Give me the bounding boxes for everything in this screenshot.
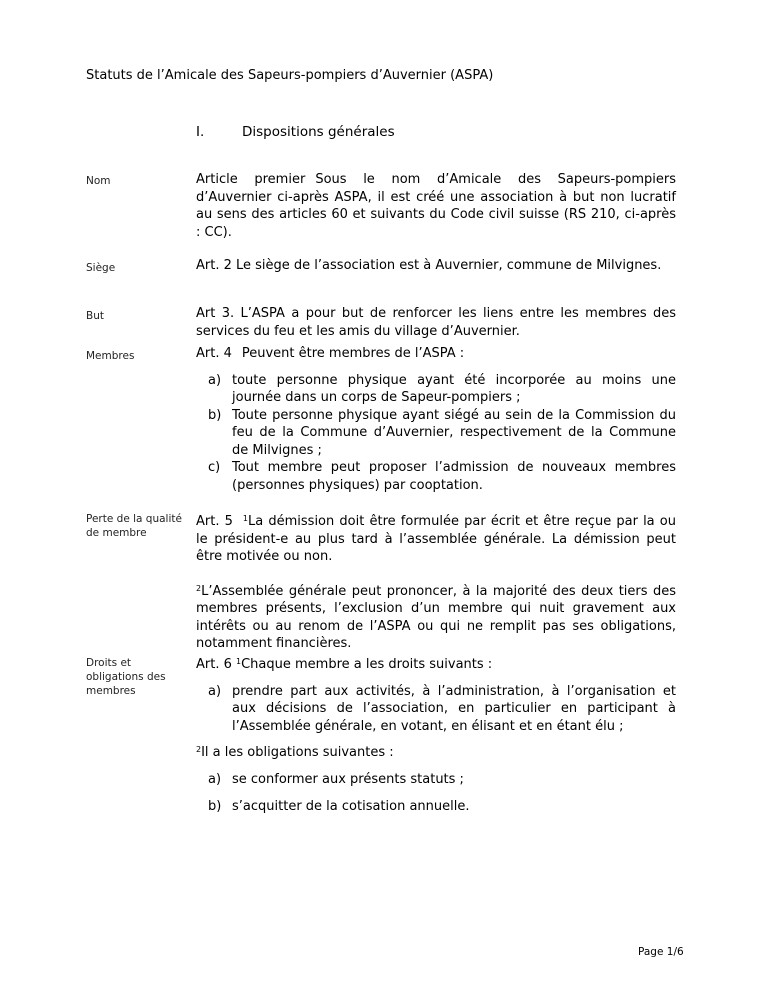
margin-label-siege: Siège — [86, 262, 116, 274]
margin-label-membres: Membres — [86, 350, 135, 362]
margin-label-nom: Nom — [86, 175, 111, 187]
list-item: a) prendre part aux activités, à l’administration, à l’organisation et aux décisions de l’association, en particulier en participant à l’Assemblée générale, en votant, en élisant et en étant élu ; — [208, 683, 676, 734]
article-5-para-1: La démission doit être formulée par écrit et être reçue par la ou le président-e au plus tard à l’assemblée générale. La démission peut être motivée ou non. — [196, 514, 676, 564]
article-5-label: Art. 5 — [196, 514, 233, 529]
list-item: c) Tout membre peut proposer l’admission de nouveaux membres (personnes physiques) par cooptation. — [208, 460, 676, 493]
article-6-para-2: Il a les obligations suivantes : — [201, 745, 394, 760]
article-6: Art. 6 $^1$Chaque membre a les droits suivants : a) prendre part aux activités, à l’administration, à l’organisation et aux décisions de l’association, en particulier en participant à l’Assemblée générale, en votant, en élisant et en étant élu ; $^2$Il a les obligations suivantes : a) se conformer aux présents statuts ; b) s’acquitter de la cotisation annuelle. — [196, 657, 676, 814]
list-item: a) se conformer aux présents statuts ; — [208, 771, 464, 787]
article-3-label: Art 3. — [196, 306, 235, 321]
article-4-label: Art. 4 — [196, 346, 232, 361]
list-item: b) Toute personne physique ayant siégé au sein de la Commission du feu de la Commune d’Auvernier, respectivement de la Commune de Milvignes ; — [208, 407, 676, 458]
margin-label-droits-obligations: Droits et obligations des membres — [86, 657, 166, 697]
article-4-text: Peuvent être membres de l’ASPA : — [241, 346, 465, 361]
list-item: b) s’acquitter de la cotisation annuelle. — [208, 799, 470, 814]
article-6-para-1: Chaque membre a les droits suivants : — [241, 657, 493, 672]
margin-label-but: But — [86, 310, 104, 322]
article-6-label: Art. 6 — [196, 657, 232, 672]
article-6-obligations-list — [208, 771, 676, 816]
list-item: a) toute personne physique ayant été incorporée au moins une journée dans un corps de Sapeur-pompiers ; — [208, 372, 676, 405]
article-6-rights-list — [208, 683, 676, 736]
article-4 — [196, 345, 676, 494]
article-2 — [196, 257, 676, 275]
margin-label-perte-qualite: Perte de la qualité de membre — [86, 513, 182, 539]
article-2-label: Art. 2 — [196, 258, 232, 273]
section-number: I. — [196, 124, 205, 140]
article-2-text: Le siège de l’association est à Auvernier, commune de Milvignes. — [236, 258, 662, 273]
article-5-para-2: L’Assemblée générale peut prononcer, à la majorité des deux tiers des membres présents, l’exclusion d’un membre qui nuit gravement aux intérêts ou au renom de l’ASPA ou qui ne remplit pas ses obligations, notamment financières. — [196, 583, 676, 651]
section-heading — [196, 124, 395, 140]
article-1 — [196, 171, 676, 241]
article-1-text: Sous le nom d’Amicale des Sapeurs-pompiers d’Auvernier ci-après ASPA, il est créé une association à but non lucratif au sens des articles 60 et suivants du Code civil suisse (RS 210, ci-après : CC). — [196, 172, 677, 240]
article-4-list — [208, 372, 676, 495]
page-number: Page 1/6 — [638, 946, 684, 958]
document-title: Statuts de l’Amicale des Sapeurs-pompiers d’Auvernier (ASPA) — [86, 68, 494, 83]
article-3-text: L’ASPA a pour but de renforcer les liens entre les membres des services du feu et les amis du village d’Auvernier. — [196, 306, 677, 339]
section-title: Dispositions générales — [242, 124, 395, 140]
article-1-label: Article premier — [196, 172, 306, 187]
article-3 — [196, 305, 676, 340]
article-5: Art. 5 $^1$La démission doit être formulée par écrit et être reçue par la ou le président-e au plus tard à l’assemblée générale. La démission peut être motivée ou non. $^2$L’Assemblée générale peut prononcer, à la majorité des deux tiers des membres présents, l’exclusion d’un membre qui nuit gravement aux intérêts ou au renom de l’ASPA ou qui ne remplit pas ses obligations, notamment financières. — [196, 514, 676, 651]
